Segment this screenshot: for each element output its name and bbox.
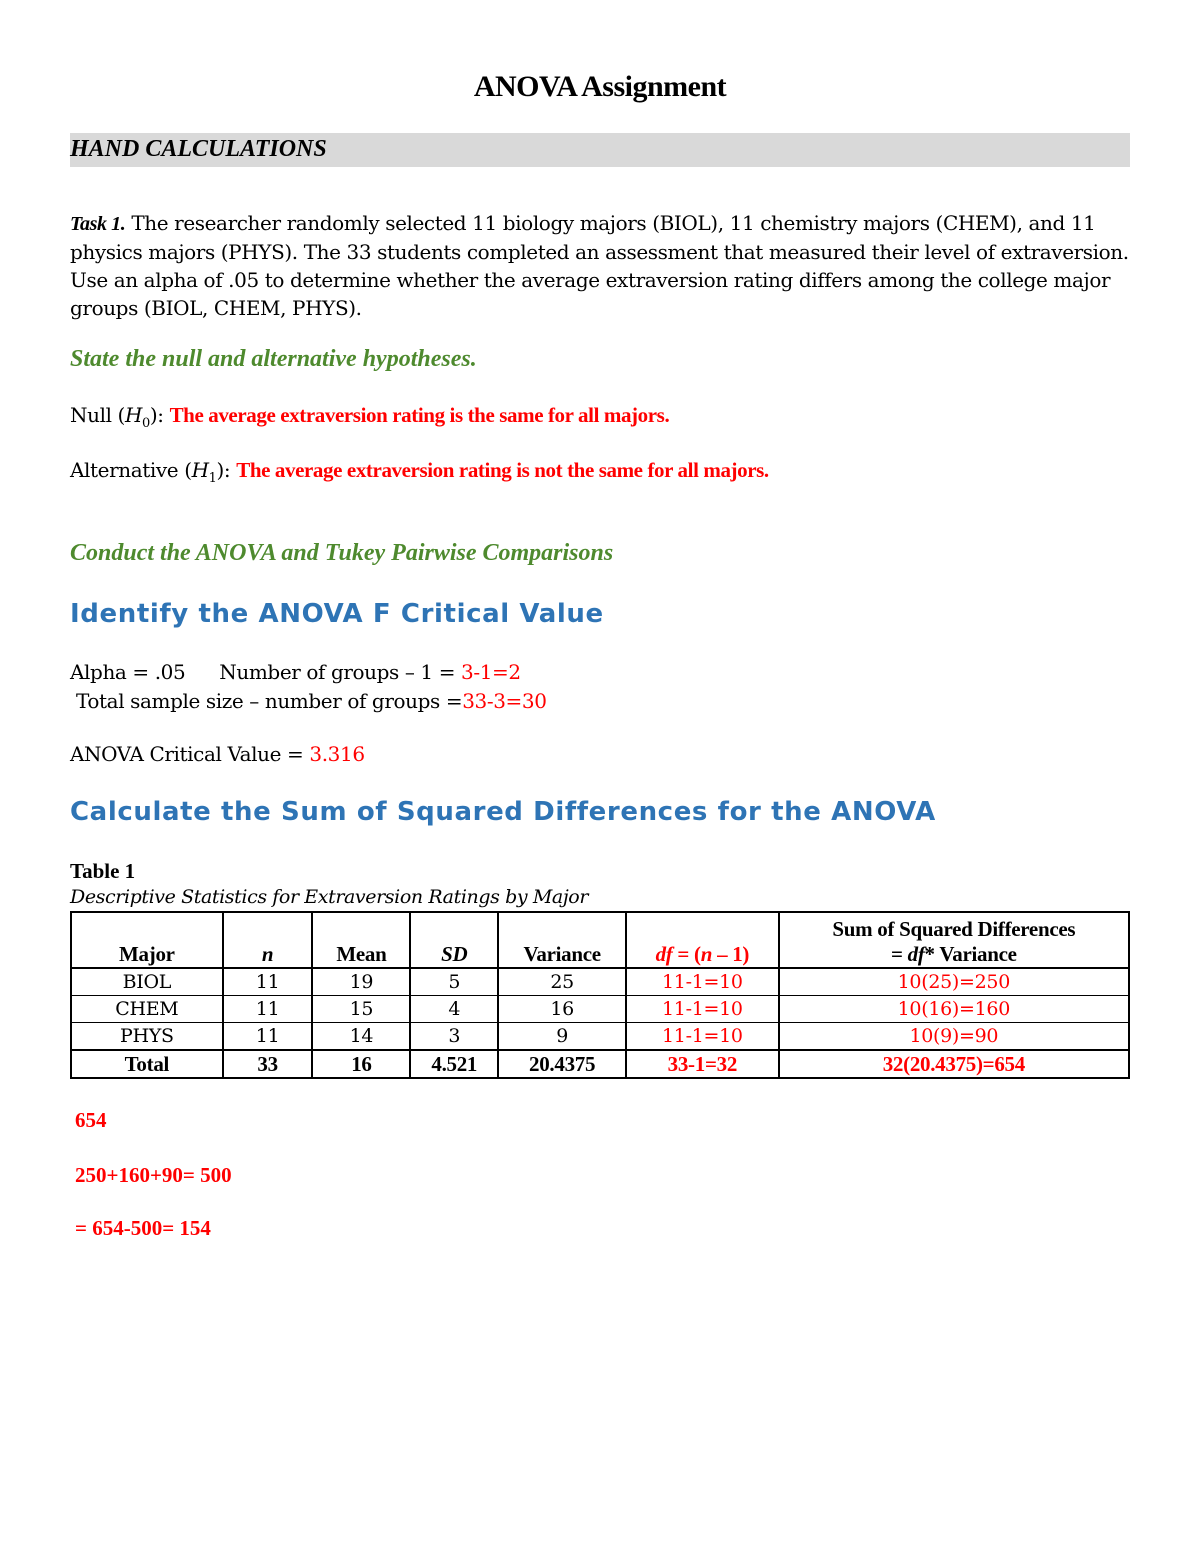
null-symbol: H [124, 403, 142, 427]
table-total-row [71, 1050, 1129, 1078]
alpha-text: Alpha = .05 [70, 660, 186, 684]
cell-df: 11-1=10 [626, 1023, 779, 1051]
alt-label-close: ): [216, 458, 237, 482]
cell-sd: 4 [410, 996, 498, 1023]
null-label-close: ): [149, 403, 170, 427]
section-bar [70, 133, 1130, 167]
critical-value-heading: Identify the ANOVA F Critical Value [70, 599, 604, 629]
alt-answer: The average extraversion rating is not the same for all majors. [236, 458, 769, 482]
alpha-line [70, 660, 521, 684]
cell-sd: 4.521 [410, 1050, 498, 1078]
cell-major: Total [71, 1050, 223, 1078]
sample-text: Total sample size – number of groups = [76, 689, 463, 713]
alt-label: Alternative ( [70, 458, 192, 482]
header-major: Major [71, 912, 223, 968]
cell-n: 11 [223, 996, 313, 1023]
header-mean: Mean [312, 912, 410, 968]
groups-text: Number of groups – 1 = [219, 660, 456, 684]
task-paragraph [70, 209, 1130, 322]
table-row [71, 1023, 1129, 1051]
cell-variance: 9 [498, 1023, 626, 1051]
cell-variance: 16 [498, 996, 626, 1023]
cell-n: 11 [223, 968, 313, 996]
table-caption: Table 1 [70, 859, 136, 883]
alt-hypothesis-line [70, 458, 769, 486]
alt-symbol: H [191, 458, 209, 482]
header-sd: SD [410, 912, 498, 968]
header-df: df = (n – 1) [626, 912, 779, 968]
calc-line-2: 250+160+90= 500 [75, 1163, 232, 1187]
cell-ssd: 10(9)=90 [779, 1023, 1129, 1051]
cell-ssd: 10(25)=250 [779, 968, 1129, 996]
page-title: ANOVA Assignment [473, 70, 727, 103]
cell-ssd: 10(16)=160 [779, 996, 1129, 1023]
header-ssd: Sum of Squared Differences = df* Variance [779, 912, 1129, 968]
sample-answer: 33-3=30 [462, 689, 547, 713]
descriptive-stats-table [70, 911, 1130, 1079]
cell-mean: 19 [312, 968, 410, 996]
cell-mean: 15 [312, 996, 410, 1023]
cell-ssd: 32(20.4375)=654 [779, 1050, 1129, 1078]
cell-mean: 16 [312, 1050, 410, 1078]
null-hypothesis-line [70, 403, 669, 431]
cell-n: 11 [223, 1023, 313, 1051]
cell-df: 11-1=10 [626, 996, 779, 1023]
null-label: Null ( [70, 403, 125, 427]
hypotheses-heading: State the null and alternative hypotheses. [70, 346, 477, 372]
conduct-heading: Conduct the ANOVA and Tukey Pairwise Comparisons [70, 540, 614, 566]
cv-answer: 3.316 [309, 742, 365, 766]
cell-df: 33-1=32 [626, 1050, 779, 1078]
task-label: Task 1. [70, 213, 126, 235]
groups-answer: 3-1=2 [461, 660, 521, 684]
calc-line-1: 654 [75, 1108, 107, 1132]
header-n: n [223, 912, 313, 968]
critical-value-line [70, 742, 365, 766]
cell-sd: 5 [410, 968, 498, 996]
null-answer: The average extraversion rating is the same for all majors. [169, 403, 670, 427]
cell-variance: 25 [498, 968, 626, 996]
cell-mean: 14 [312, 1023, 410, 1051]
null-subscript: 0 [141, 416, 150, 431]
cell-major: CHEM [71, 996, 223, 1023]
cv-text: ANOVA Critical Value = [70, 742, 304, 766]
table-header-row [71, 912, 1129, 968]
ss-heading: Calculate the Sum of Squared Differences for the ANOVA [70, 797, 936, 827]
alt-subscript: 1 [208, 471, 217, 486]
cell-major: PHYS [71, 1023, 223, 1051]
cell-n: 33 [223, 1050, 313, 1078]
table-row [71, 968, 1129, 996]
cell-df: 11-1=10 [626, 968, 779, 996]
section-heading: HAND CALCULATIONS [70, 136, 327, 162]
table-row [71, 996, 1129, 1023]
cell-major: BIOL [71, 968, 223, 996]
calc-line-3: = 654-500= 154 [75, 1216, 211, 1240]
table-subcaption: Descriptive Statistics for Extraversion Ratings by Major [70, 886, 589, 908]
cell-variance: 20.4375 [498, 1050, 626, 1078]
sample-line [76, 689, 547, 713]
task-text: The researcher randomly selected 11 biology majors (BIOL), 11 chemistry majors (CHEM), and 11 physics majors (PHYS). The 33 students completed an assessment that measured their level of extraversion. Use an alpha of .05 to determine whether the average extraversion rating differs among the college major groups (BIOL, CHEM, PHYS). [70, 211, 1129, 320]
header-variance: Variance [498, 912, 626, 968]
cell-sd: 3 [410, 1023, 498, 1051]
